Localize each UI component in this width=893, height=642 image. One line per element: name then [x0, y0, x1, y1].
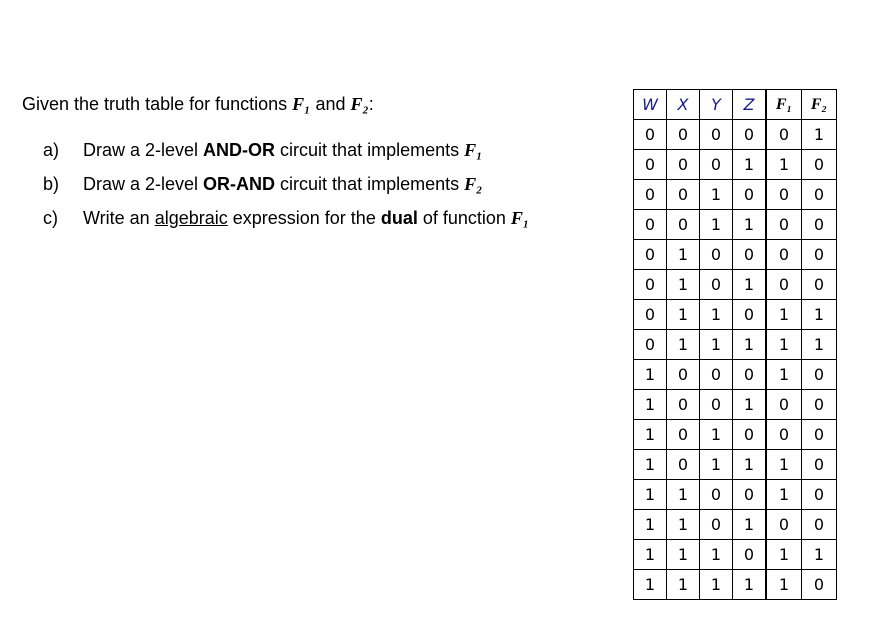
cell-x: 0: [667, 420, 700, 450]
cell-w: 1: [634, 480, 667, 510]
intro-prefix: Given the truth table for functions: [22, 94, 293, 114]
cell-y: 0: [700, 510, 733, 540]
cell-w: 1: [634, 360, 667, 390]
cell-f1: 1: [766, 540, 802, 570]
cell-f2: 0: [802, 480, 837, 510]
table-row: [634, 420, 837, 450]
question-function: F₂: [464, 174, 483, 194]
cell-z: 1: [733, 450, 767, 480]
cell-y: 1: [700, 330, 733, 360]
cell-x: 1: [667, 510, 700, 540]
cell-z: 1: [733, 270, 767, 300]
question-text-mid: expression for the: [227, 208, 381, 228]
cell-f1: 0: [766, 210, 802, 240]
cell-y: 1: [700, 210, 733, 240]
cell-y: 0: [700, 240, 733, 270]
cell-f1: 1: [766, 450, 802, 480]
cell-y: 1: [700, 450, 733, 480]
cell-z: 0: [733, 480, 767, 510]
cell-f1: 1: [766, 300, 802, 330]
question-bold: dual: [380, 208, 418, 228]
table-row: [634, 570, 837, 600]
cell-x: 0: [667, 390, 700, 420]
question-marker: b): [43, 174, 60, 194]
table-row: [634, 300, 837, 330]
intro-and: and: [310, 94, 351, 114]
cell-x: 1: [667, 480, 700, 510]
cell-w: 0: [634, 240, 667, 270]
cell-z: 1: [733, 210, 767, 240]
cell-f2: 1: [802, 300, 837, 330]
question-underline: algebraic: [154, 208, 228, 228]
cell-z: 1: [733, 510, 767, 540]
cell-w: 0: [634, 330, 667, 360]
cell-x: 1: [667, 570, 700, 600]
cell-y: 1: [700, 300, 733, 330]
cell-x: 0: [667, 450, 700, 480]
cell-z: 0: [733, 360, 767, 390]
question-bold: AND-OR: [203, 140, 276, 160]
truth-table: [633, 89, 837, 600]
cell-x: 0: [667, 360, 700, 390]
cell-w: 0: [634, 270, 667, 300]
cell-f1: 1: [766, 480, 802, 510]
cell-f2: 0: [802, 180, 837, 210]
cell-y: 0: [700, 480, 733, 510]
intro-f2: F₂: [350, 94, 369, 114]
table-row: [634, 360, 837, 390]
cell-z: 0: [733, 180, 767, 210]
cell-f1: 1: [766, 330, 802, 360]
cell-f2: 0: [802, 240, 837, 270]
cell-y: 1: [700, 540, 733, 570]
cell-x: 1: [667, 330, 700, 360]
cell-x: 0: [667, 180, 700, 210]
cell-f2: 0: [802, 450, 837, 480]
table-row: [634, 210, 837, 240]
question-text-post: circuit that implements: [275, 140, 465, 160]
cell-z: 1: [733, 150, 767, 180]
cell-f1: 0: [766, 510, 802, 540]
cell-f2: 0: [802, 150, 837, 180]
question-c: [43, 208, 529, 229]
question-text-pre: Draw a 2-level: [83, 140, 204, 160]
cell-w: 1: [634, 390, 667, 420]
cell-y: 1: [700, 180, 733, 210]
question-function: F₁: [464, 140, 483, 160]
table-row: [634, 510, 837, 540]
cell-f2: 0: [802, 390, 837, 420]
cell-x: 0: [667, 150, 700, 180]
cell-w: 0: [634, 210, 667, 240]
cell-z: 1: [733, 390, 767, 420]
cell-y: 1: [700, 570, 733, 600]
cell-z: 1: [733, 330, 767, 360]
cell-y: 0: [700, 390, 733, 420]
question-marker: c): [43, 208, 58, 228]
cell-z: 0: [733, 420, 767, 450]
cell-f1: 0: [766, 180, 802, 210]
header-x: X: [667, 90, 700, 120]
cell-f2: 1: [802, 120, 837, 150]
question-b: [43, 174, 482, 195]
cell-w: 0: [634, 180, 667, 210]
table-row: [634, 390, 837, 420]
cell-f2: 1: [802, 540, 837, 570]
cell-f2: 0: [802, 210, 837, 240]
header-f1: F₁: [766, 90, 802, 120]
question-text-pre: Write an: [83, 208, 155, 228]
cell-f1: 1: [766, 150, 802, 180]
cell-w: 1: [634, 540, 667, 570]
cell-f1: 0: [766, 240, 802, 270]
cell-f1: 0: [766, 390, 802, 420]
cell-f1: 1: [766, 360, 802, 390]
question-text-pre: Draw a 2-level: [83, 174, 204, 194]
cell-z: 1: [733, 570, 767, 600]
cell-f1: 0: [766, 270, 802, 300]
intro-f1: F₁: [292, 94, 311, 114]
table-row: [634, 180, 837, 210]
cell-w: 1: [634, 570, 667, 600]
cell-f2: 0: [802, 510, 837, 540]
table-row: [634, 150, 837, 180]
table-row: [634, 540, 837, 570]
cell-x: 0: [667, 120, 700, 150]
cell-w: 0: [634, 300, 667, 330]
cell-f2: 0: [802, 270, 837, 300]
table-row: [634, 240, 837, 270]
cell-z: 0: [733, 540, 767, 570]
intro-text: [22, 94, 374, 115]
cell-f2: 0: [802, 360, 837, 390]
cell-y: 0: [700, 270, 733, 300]
cell-y: 1: [700, 420, 733, 450]
question-text-post: of function: [417, 208, 511, 228]
question-marker: a): [43, 140, 60, 160]
question-a: [43, 140, 482, 161]
header-y: Y: [700, 90, 733, 120]
table-row: [634, 120, 837, 150]
cell-w: 1: [634, 450, 667, 480]
header-f2: F₂: [802, 90, 837, 120]
cell-x: 1: [667, 270, 700, 300]
table-row: [634, 480, 837, 510]
cell-f1: 0: [766, 420, 802, 450]
truth-table-body: [634, 120, 837, 600]
table-row: [634, 270, 837, 300]
truth-table-header-row: [634, 90, 837, 120]
cell-z: 0: [733, 240, 767, 270]
header-z: Z: [733, 90, 767, 120]
cell-z: 0: [733, 120, 767, 150]
cell-f1: 0: [766, 120, 802, 150]
cell-x: 0: [667, 210, 700, 240]
cell-w: 0: [634, 150, 667, 180]
cell-x: 1: [667, 240, 700, 270]
cell-f2: 0: [802, 570, 837, 600]
cell-y: 0: [700, 120, 733, 150]
cell-f2: 1: [802, 330, 837, 360]
question-text-post: circuit that implements: [275, 174, 465, 194]
cell-x: 1: [667, 540, 700, 570]
cell-w: 1: [634, 420, 667, 450]
cell-f1: 1: [766, 570, 802, 600]
question-bold: OR-AND: [203, 174, 276, 194]
cell-z: 0: [733, 300, 767, 330]
table-row: [634, 450, 837, 480]
question-function: F₁: [510, 208, 530, 228]
cell-y: 0: [700, 150, 733, 180]
cell-w: 0: [634, 120, 667, 150]
table-row: [634, 330, 837, 360]
cell-f2: 0: [802, 420, 837, 450]
cell-w: 1: [634, 510, 667, 540]
cell-y: 0: [700, 360, 733, 390]
cell-x: 1: [667, 300, 700, 330]
header-w: W: [634, 90, 667, 120]
intro-suffix: :: [368, 94, 374, 114]
